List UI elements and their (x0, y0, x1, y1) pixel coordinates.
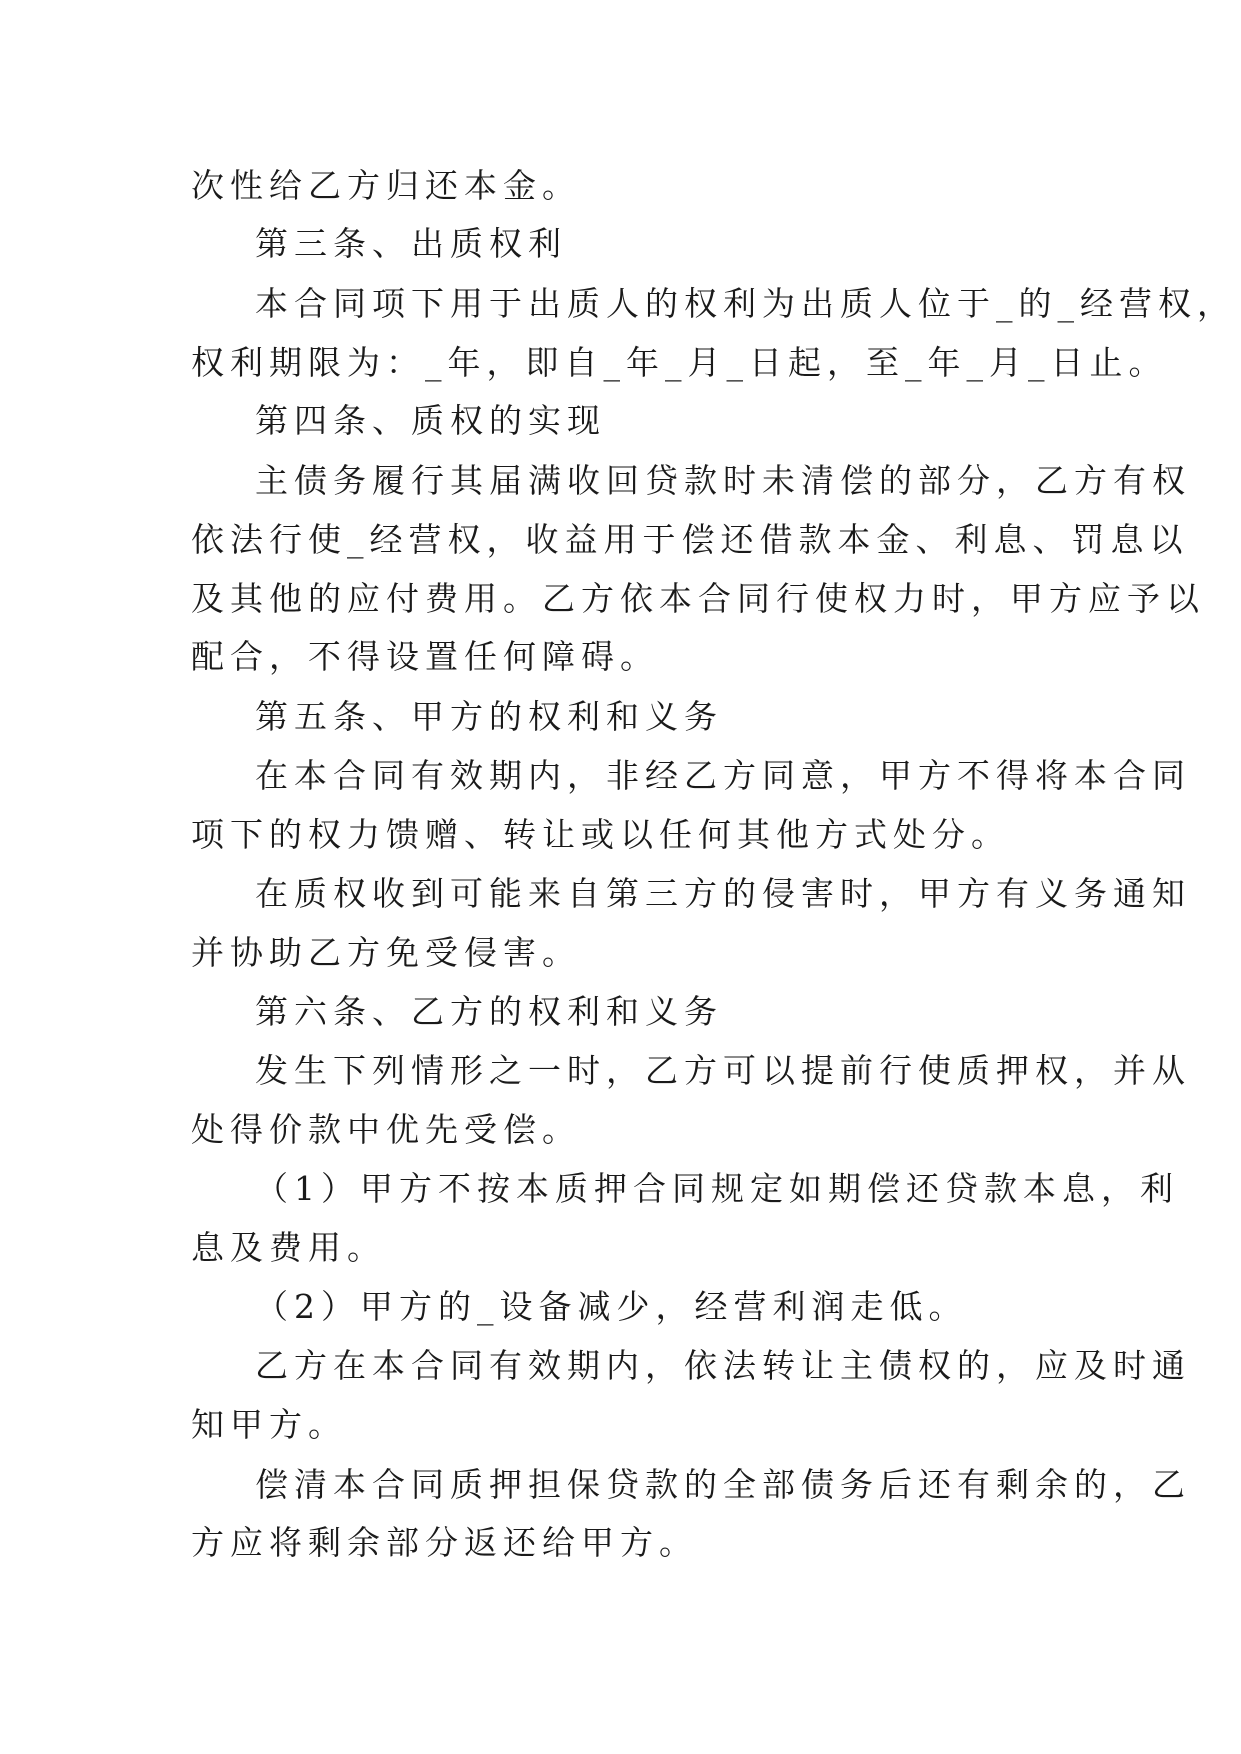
list-item-line: （1）甲方不按本质押合同规定如期偿还贷款本息，利 (255, 1169, 1179, 1208)
article-heading: 第四条、质权的实现 (255, 401, 606, 440)
article-heading: 第六条、乙方的权利和义务 (255, 992, 723, 1031)
article-heading: 第三条、出质权利 (255, 224, 567, 263)
article-heading: 第五条、甲方的权利和义务 (255, 697, 723, 736)
body-text-line: 依法行使_经营权，收益用于偿还借款本金、利息、罚息以 (191, 520, 1189, 559)
body-text-line: 处得价款中优先受偿。 (191, 1110, 581, 1149)
body-text-line: 次性给乙方归还本金。 (191, 166, 581, 205)
body-text-line: 发生下列情形之一时，乙方可以提前行使质押权，并从 (255, 1051, 1191, 1090)
body-text-line: 权利期限为：_年，即自_年_月_日起，至_年_月_日止。 (191, 343, 1168, 382)
list-item-line: 息及费用。 (191, 1228, 386, 1267)
body-text-line: 配合，不得设置任何障碍。 (191, 637, 659, 676)
body-text-line: 偿清本合同质押担保贷款的全部债务后还有剩余的，乙 (255, 1465, 1191, 1504)
body-text-line: 在质权收到可能来自第三方的侵害时，甲方有义务通知 (255, 874, 1191, 913)
body-text-line: 及其他的应付费用。乙方依本合同行使权力时，甲方应予以 (191, 579, 1205, 618)
body-text-line: 主债务履行其届满收回贷款时未清偿的部分，乙方有权 (255, 461, 1191, 500)
body-text-line: 知甲方。 (191, 1405, 347, 1444)
body-text-line: 并协助乙方免受侵害。 (191, 933, 581, 972)
body-text-line: 乙方在本合同有效期内，依法转让主债权的，应及时通 (255, 1346, 1191, 1385)
body-text-line: 方应将剩余部分返还给甲方。 (191, 1523, 698, 1562)
list-item-line: （2）甲方的_设备减少，经营利润走低。 (255, 1287, 968, 1326)
body-text-line: 本合同项下用于出质人的权利为出质人位于_的_经营权， (255, 284, 1236, 323)
body-text-line: 在本合同有效期内，非经乙方同意，甲方不得将本合同 (255, 756, 1191, 795)
body-text-line: 项下的权力馈赠、转让或以任何其他方式处分。 (191, 815, 1010, 854)
